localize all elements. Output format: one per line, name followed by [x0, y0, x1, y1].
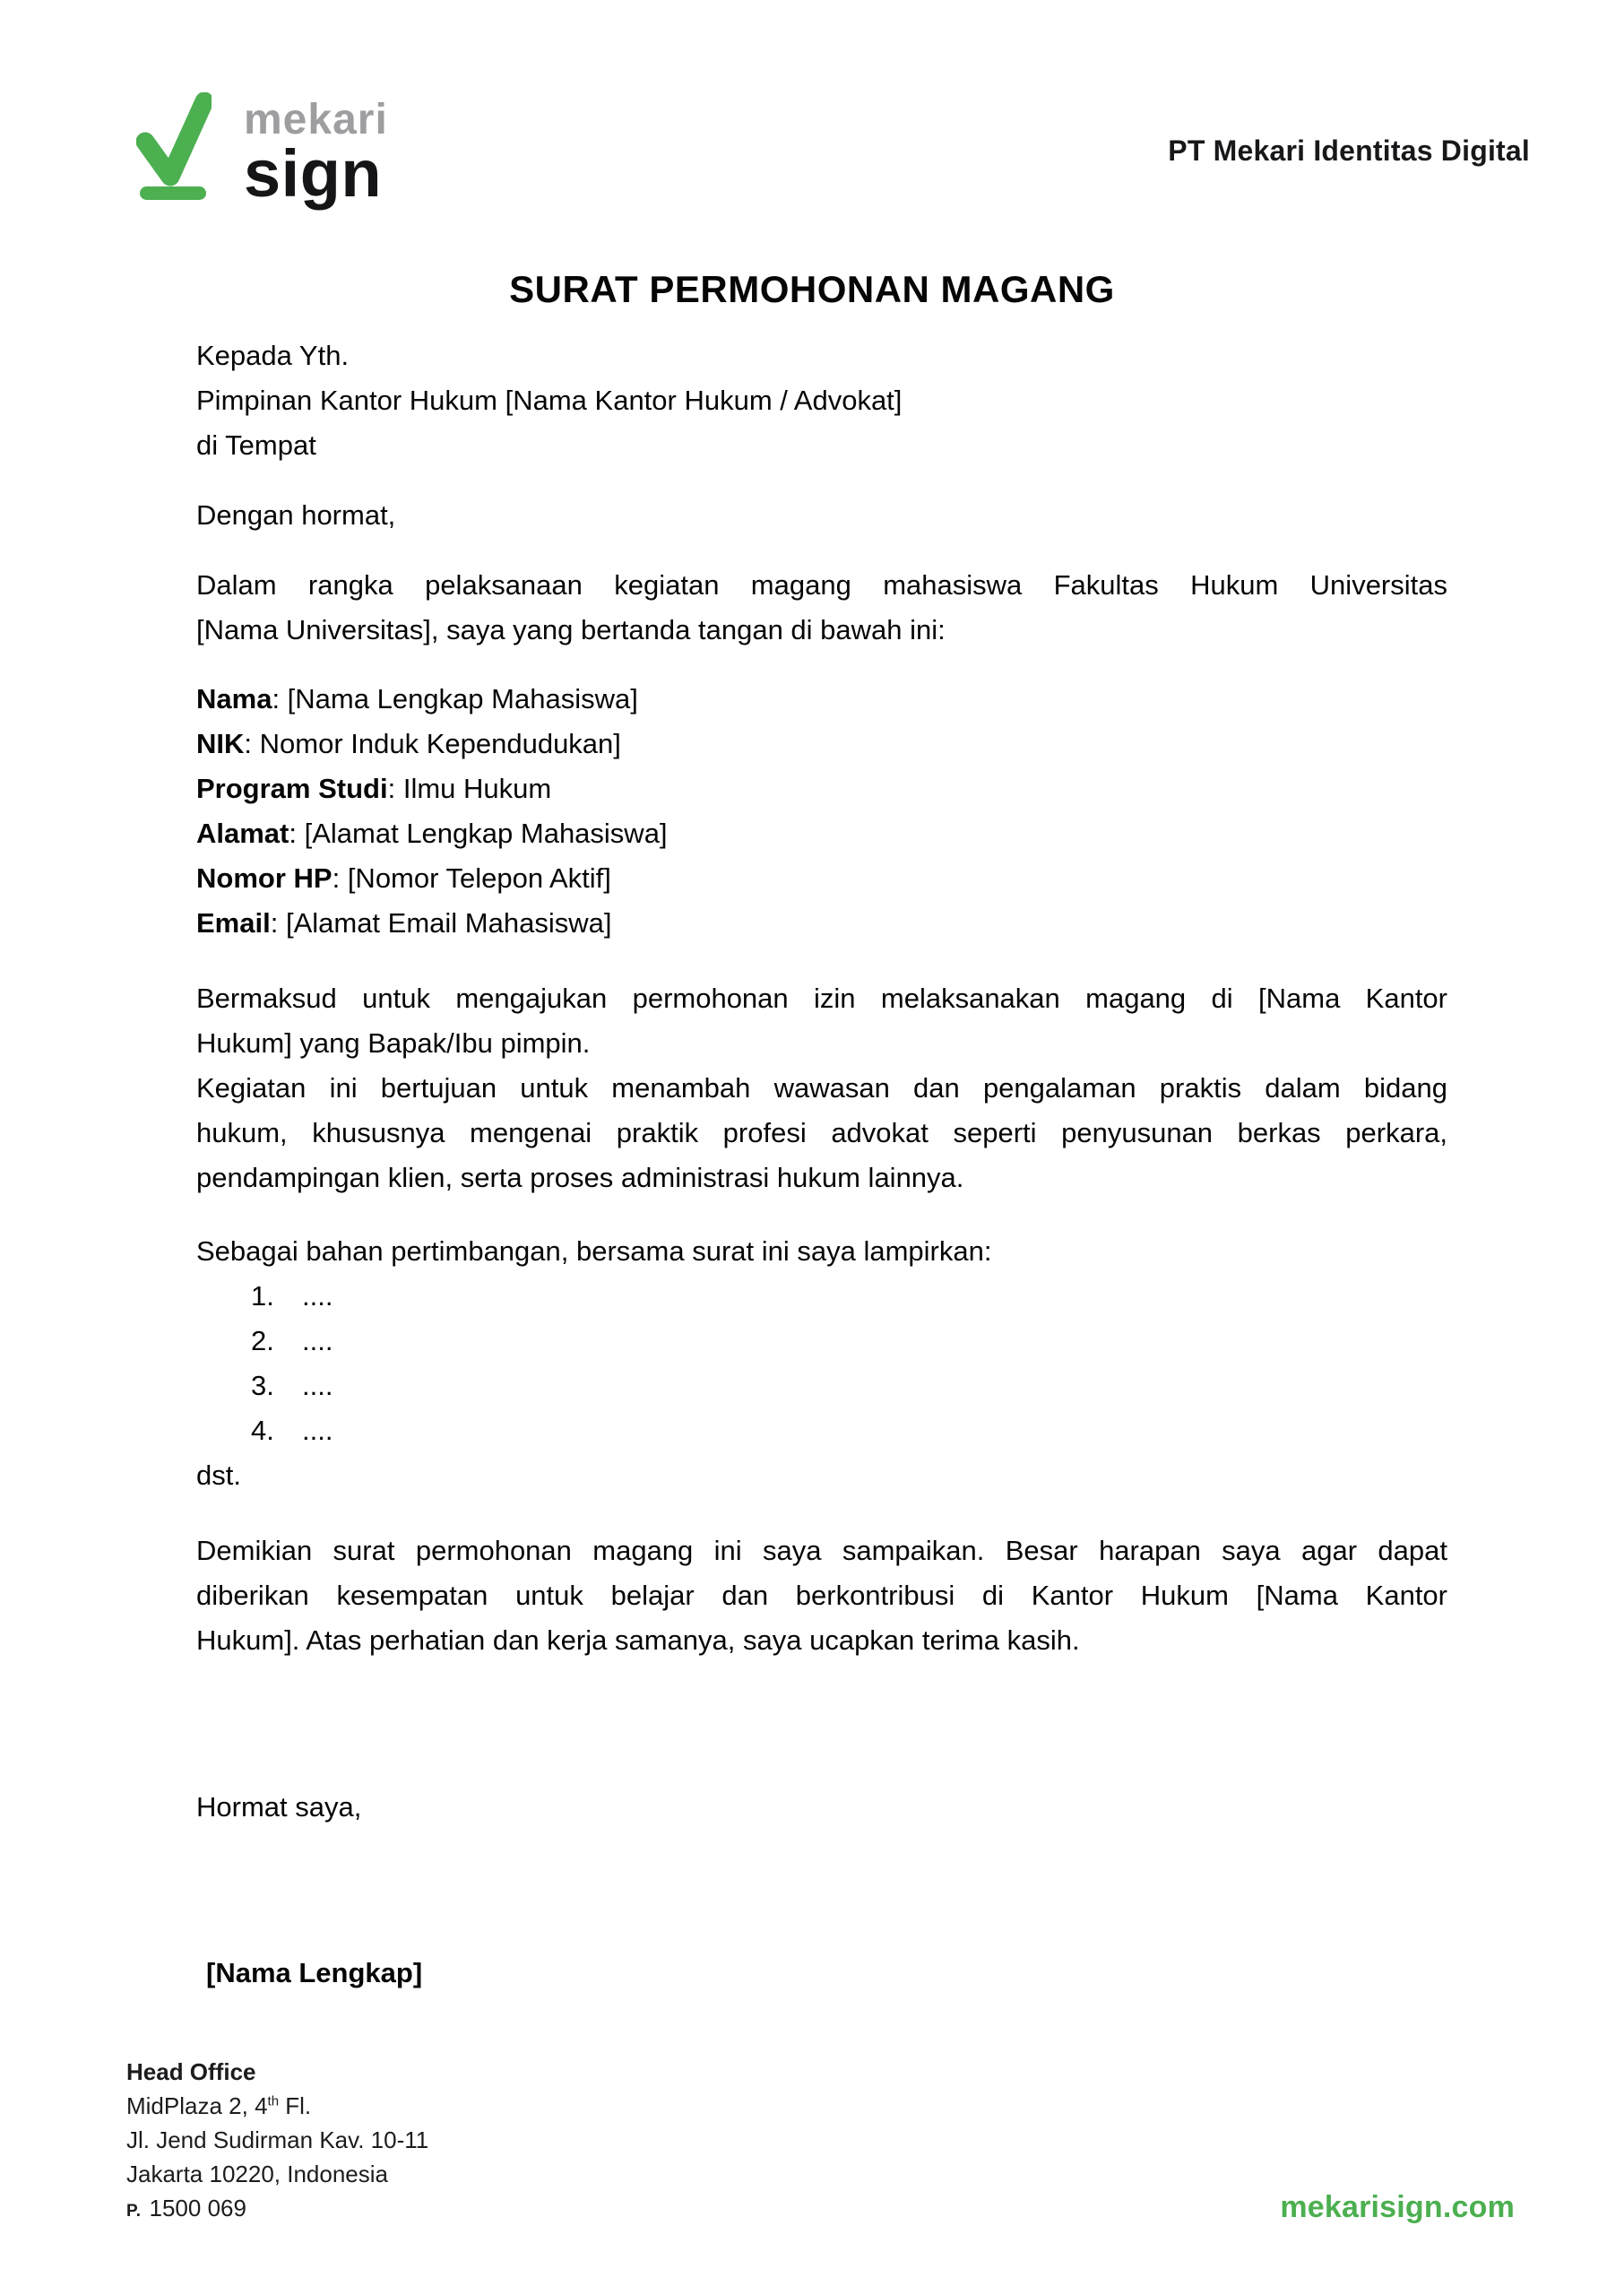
attachment-item [196, 1364, 1447, 1408]
field-row [196, 856, 1447, 901]
closing-line: diberikan kesempatan untuk belajar dan berkontribusi di Kantor Hukum [Nama Kantor [196, 1580, 1447, 1611]
recipient-line: Pimpinan Kantor Hukum [Nama Kantor Hukum / Advokat] [196, 385, 903, 416]
address-floor-superscript: th [267, 2093, 280, 2109]
address-line-2: Jl. Jend Sudirman Kav. 10-11 [126, 2126, 429, 2153]
field-value: [Nomor Telepon Aktif] [347, 862, 611, 894]
address-line-1-suffix: Fl. [279, 2092, 312, 2119]
field-row [196, 677, 1447, 722]
attachments-section [196, 1229, 1447, 1498]
address-line-3: Jakarta 10220, Indonesia [126, 2161, 388, 2187]
closing-paragraph [196, 1529, 1447, 1663]
website-link[interactable]: mekarisign.com [1280, 2190, 1515, 2224]
purpose-line: hukum, khususnya mengenai praktik profesi advokat seperti penyusunan berkas perkara, [196, 1117, 1447, 1148]
purpose-line: Bermaksud untuk mengajukan permohonan izin melaksanakan magang di [Nama Kantor [196, 983, 1447, 1014]
intro-line: Dalam rangka pelaksanaan kegiatan magang mahasiswa Fakultas Hukum Universitas [196, 569, 1447, 601]
attachment-item [196, 1319, 1447, 1364]
head-office-label: Head Office [126, 2058, 256, 2085]
field-value: [Alamat Lengkap Mahasiswa] [304, 818, 668, 849]
attachment-item [196, 1408, 1447, 1453]
attachment-number: 3. [251, 1370, 274, 1401]
field-value: Ilmu Hukum [402, 773, 552, 804]
attachment-number: 2. [251, 1325, 274, 1356]
address-line-1 [126, 2089, 428, 2123]
signer-name: [Nama Lengkap] [206, 1957, 423, 1988]
recipient-line: di Tempat [196, 429, 316, 461]
field-separator: : [332, 862, 348, 894]
address-line-1-text: MidPlaza 2, 4 [126, 2092, 268, 2119]
intro-line: [Nama Universitas], saya yang bertanda tangan di bawah ini: [196, 614, 946, 645]
field-label: Email [196, 907, 271, 939]
green-checkmark-icon [136, 92, 212, 202]
field-separator: : [272, 683, 288, 714]
phone-line [126, 2191, 428, 2229]
field-row [196, 722, 1447, 766]
letter-body [196, 333, 1447, 1996]
field-label: Nama [196, 683, 272, 714]
purpose-paragraph [196, 976, 1447, 1200]
attachment-placeholder: .... [302, 1280, 333, 1312]
letter-title: SURAT PERMOHONAN MAGANG [509, 268, 1115, 310]
field-separator: : [289, 818, 305, 849]
company-name: PT Mekari Identitas Digital [1168, 134, 1530, 167]
attachment-item [196, 1274, 1447, 1319]
field-row [196, 811, 1447, 856]
attachment-placeholder: .... [302, 1415, 333, 1446]
field-value: [Nama Lengkap Mahasiswa] [287, 683, 638, 714]
field-separator: : [270, 907, 286, 939]
field-row [196, 901, 1447, 946]
attachment-number: 1. [251, 1280, 274, 1312]
sign-off-block [196, 1785, 1447, 1830]
phone-prefix: P. [126, 2202, 142, 2221]
intro-paragraph [196, 563, 1447, 653]
mekari-sign-logo [136, 92, 388, 211]
attachment-placeholder: .... [302, 1325, 333, 1356]
logo-wordmark [244, 96, 388, 211]
purpose-line: Hukum] yang Bapak/Ibu pimpin. [196, 1027, 591, 1059]
purpose-line: pendampingan klien, serta proses administrasi hukum lainnya. [196, 1162, 964, 1193]
logo-wordmark-mekari: mekari [244, 96, 388, 143]
field-label: Program Studi [196, 773, 388, 804]
field-label: Alamat [196, 818, 289, 849]
recipient-block [196, 333, 1447, 468]
field-label: Nomor HP [196, 862, 333, 894]
attachment-placeholder: .... [302, 1370, 333, 1401]
student-fields [196, 677, 1447, 946]
purpose-line: Kegiatan ini bertujuan untuk menambah wawasan dan pengalaman praktis dalam bidang [196, 1072, 1447, 1104]
attachment-number: 4. [251, 1415, 274, 1446]
recipient-line: Kepada Yth. [196, 340, 350, 371]
field-row [196, 766, 1447, 811]
field-value: [Alamat Email Mahasiswa] [285, 907, 612, 939]
attachments-intro: Sebagai bahan pertimbangan, bersama surat ini saya lampirkan: [196, 1235, 992, 1267]
attachments-etc: dst. [196, 1459, 241, 1491]
field-value: Nomor Induk Kependudukan] [259, 728, 621, 759]
logo-wordmark-sign: sign [244, 136, 383, 211]
footer-address [126, 2055, 428, 2229]
sign-off: Hormat saya, [196, 1791, 362, 1823]
field-label: NIK [196, 728, 245, 759]
closing-line: Demikian surat permohonan magang ini saya sampaikan. Besar harapan saya agar dapat [196, 1535, 1447, 1566]
field-separator: : [387, 773, 403, 804]
salutation-block [196, 493, 1447, 538]
salutation: Dengan hormat, [196, 499, 396, 531]
closing-line: Hukum]. Atas perhatian dan kerja samanya, saya ucapkan terima kasih. [196, 1624, 1080, 1656]
field-separator: : [244, 728, 260, 759]
phone-number: 1500 069 [149, 2195, 246, 2221]
